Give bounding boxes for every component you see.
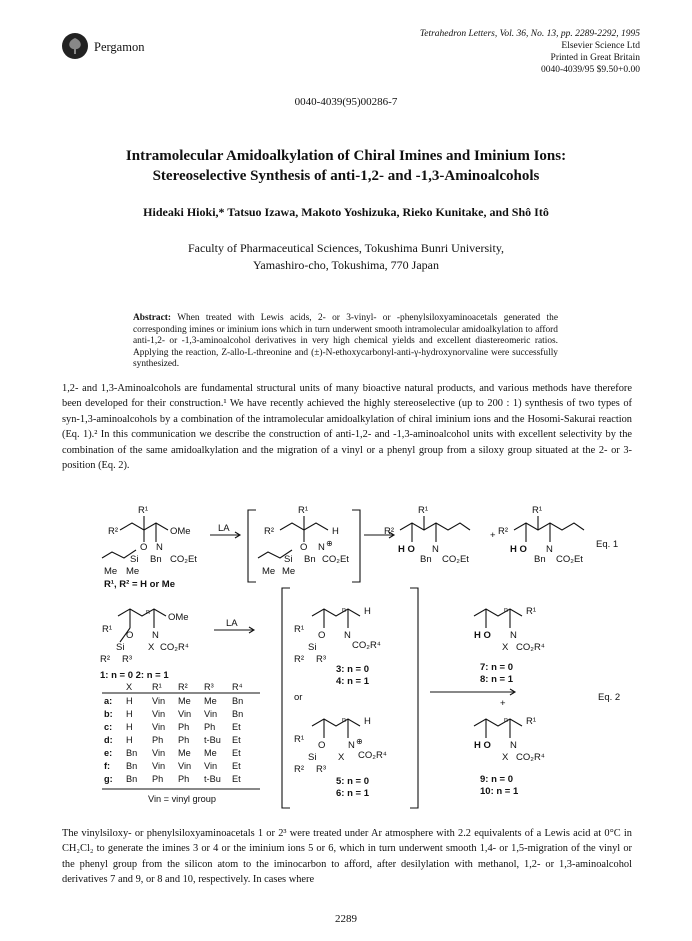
eq2-iminium-nsub: n — [342, 717, 346, 724]
reaction-schemes — [0, 492, 692, 822]
eq1-sm-r2: R² — [108, 526, 119, 537]
table-header-cell: X — [126, 682, 133, 692]
eq2-p7-co2r4: CO₂R⁴ — [516, 642, 545, 653]
eq1-sm-r1: R¹ — [138, 505, 149, 516]
eq2-sm-o: O — [126, 630, 134, 641]
journal-citation: Tetrahedron Letters, Vol. 36, No. 13, pp. 2289-2292, 1995 — [419, 29, 640, 39]
tree-logo-icon — [62, 33, 88, 59]
table-cell: Vin — [152, 722, 166, 732]
table-header-cell: R³ — [204, 682, 214, 692]
table-cell: Ph — [152, 774, 164, 784]
author-list: Hideaki Hioki,* Tatsuo Izawa, Makoto Yoshizuka, Rieko Kunitake, and Shô Itô — [143, 205, 549, 219]
eq2-iminium-si: Si — [308, 752, 317, 763]
table-header-cell: R² — [178, 682, 188, 692]
table-cell: Vin — [178, 761, 192, 771]
table-cell: c: — [104, 722, 113, 732]
eq1-p1-r2: R² — [384, 526, 395, 537]
table-cell: Et — [232, 774, 241, 784]
eq2-p9-nsub: n — [504, 717, 508, 724]
table-cell: t-Bu — [204, 735, 221, 745]
eq2-imine-c3: 3: n = 0 — [336, 664, 369, 675]
eq2-label: Eq. 2 — [598, 692, 621, 703]
eq1-p2-co2et: CO₂Et — [556, 554, 583, 565]
eq1-int-me1: Me — [262, 566, 276, 577]
eq1-p1-n: N — [432, 544, 439, 555]
table-cell: Me — [178, 748, 191, 758]
eq2-sm-x: X — [148, 642, 155, 653]
affiliation-line-1: Faculty of Pharmaceutical Sciences, Tokushima Bunri University, — [187, 241, 505, 255]
eq1-p1-bn: Bn — [420, 554, 432, 565]
body-paragraph-2: The vinylsiloxy- or phenylsiloxyaminoacetals 1 or 2³ were treated under Ar atmosphere with 2.2 equivalents of a Lewis acid at 0°C in CH₂Cl₂ to generate the imines 3 or 4 or the iminium ions 5 or 6, which in turn underwent smooth 1,4- or 1,5-migration of the vinyl or the phenyl group from the silicon atom to the iminocarbon to afford, after desilylation with methanol, 1,2- or 1,3-aminoalcohol derivatives 7 and 9, or 8 and 10, respectively. In cases where — [62, 828, 632, 886]
table-header-cell: R⁴ — [232, 682, 243, 692]
eq2-iminium-n: N — [348, 740, 355, 751]
eq2-iminium-x: X — [338, 752, 345, 763]
table-cell: Vin — [152, 696, 166, 706]
eq1-arrow-label: LA — [218, 523, 230, 534]
table-cell: Vin — [178, 709, 192, 719]
eq2-p7-n: N — [510, 630, 517, 641]
title-line-2: Stereoselective Synthesis of anti-1,2- and -1,3-Aminoalcohols — [152, 168, 540, 184]
table-cell: t-Bu — [204, 774, 221, 784]
eq1-r-definition: R¹, R² = H or Me — [104, 579, 175, 590]
eq1-sm-o: O — [140, 542, 148, 553]
eq2-p7-ho: H O — [474, 630, 491, 641]
eq2-iminium-c5: 5: n = 0 — [336, 776, 369, 787]
printed-line: Printed in Great Britain — [550, 53, 640, 63]
title-line-1: Intramolecular Amidoalkylation of Chiral Imines and Iminium Ions: — [125, 148, 567, 164]
eq2-p9-n: N — [510, 740, 517, 751]
eq1-int-si: Si — [284, 554, 293, 565]
eq2-p7-c7: 7: n = 0 — [480, 662, 513, 673]
eq2-iminium-o: O — [318, 740, 326, 751]
eq2-imine-h: H — [364, 606, 371, 617]
eq2-or: or — [294, 692, 303, 703]
abstract-text: When treated with Lewis acids, 2- or 3-vinyl- or -phenylsiloxyaminoacetals generated the corresponding imines or iminium ions which in turn underwent smooth intramolecular amidoalkylation to afford anti-1,2- or -1,3-aminoalcohol derivatives in very high chemical yields and excellent diastereomeric ratios. Applying the reaction, Z-allo-L-threonine and (±)-N-ethoxycarbonyl-anti-γ-hydroxynorvaline were successfully synthesized. — [133, 313, 558, 370]
eq1-p2-n: N — [546, 544, 553, 555]
eq1-plus: + — [490, 530, 496, 541]
table-cell: Ph — [178, 722, 190, 732]
publisher-line: Elsevier Science Ltd — [561, 41, 640, 51]
table-cell: Me — [204, 696, 217, 706]
eq2-sm-co2r4: CO₂R⁴ — [160, 642, 189, 653]
eq2-p9-co2r4: CO₂R⁴ — [516, 752, 545, 763]
table-cell: Ph — [204, 722, 216, 732]
eq2-p7-nsub: n — [504, 607, 508, 614]
eq1-int-o: O — [300, 542, 308, 553]
eq2-iminium-c6: 6: n = 1 — [336, 788, 369, 799]
eq2-imine-n: N — [344, 630, 351, 641]
eq1-bracket-right — [352, 510, 360, 582]
eq2-sm-n: N — [152, 630, 159, 641]
table-cell: Bn — [126, 761, 138, 771]
table-cell: Bn — [126, 748, 138, 758]
eq1-p2-r2: R² — [498, 526, 509, 537]
paper-title — [90, 146, 602, 186]
abstract-label: Abstract: — [133, 313, 172, 323]
eq2-p9-x: X — [502, 752, 509, 763]
eq2-p7-r1: R¹ — [526, 606, 537, 617]
table-cell: Vin — [152, 709, 166, 719]
eq2-p9-c10: 10: n = 1 — [480, 786, 519, 797]
eq2-sm-si: Si — [116, 642, 125, 653]
eq2-bracket-right — [410, 588, 418, 808]
eq1-sm-si: Si — [130, 554, 139, 565]
eq2-sm-compounds: 1: n = 0 2: n = 1 — [100, 670, 169, 681]
eq2-sm-nsub: n — [146, 609, 150, 616]
table-cell: Et — [232, 748, 241, 758]
eq1-sm-co2et: CO₂Et — [170, 554, 197, 565]
eq1-int-charge: ⊕ — [326, 539, 333, 548]
eq1-int-h: H — [332, 526, 339, 537]
table-cell: Vin — [152, 761, 166, 771]
eq2-sm-r1: R¹ — [102, 624, 113, 635]
table-cell: Et — [232, 761, 241, 771]
table-cell: Vin — [152, 748, 166, 758]
table-cell: d: — [104, 735, 113, 745]
eq2-imine-r2: R² — [294, 654, 305, 665]
table-cell: Et — [232, 735, 241, 745]
table-cell: Et — [232, 722, 241, 732]
body-paragraph-1: 1,2- and 1,3-Aminoalcohols are fundamental structural units of many bioactive natural products, and various methods have therefore been developed for their construction.¹ We have recently achieved the highly stereoselective (up to 200 : 1) synthesis of two types of syn-1,3-aminoalcohols by a combination of the intramolecular amidoalkylation of chiral iminium ions and the Hosomi-Sakurai reaction (Eq. 1).² In this communication we describe the construction of anti-1,2- and -1,3-aminoalcohol units with excellent selectivity by the combination of the same amidoalkylation and the migration of a vinyl or a phenyl group from a siloxy group situated at the 2- or 3-position (Eq. 2). — [62, 383, 632, 472]
table-cell: Me — [204, 748, 217, 758]
eq1-p2-r1: R¹ — [532, 505, 543, 516]
eq1-sm-me1: Me — [104, 566, 118, 577]
eq2-p9-c9: 9: n = 0 — [480, 774, 513, 785]
eq1-label: Eq. 1 — [596, 539, 619, 550]
eq2-arrow-label: LA — [226, 618, 238, 629]
eq1-p1-co2et: CO₂Et — [442, 554, 469, 565]
table-cell: Vin — [204, 709, 218, 719]
eq2-iminium-r2: R² — [294, 764, 305, 775]
table-cell: Vin — [204, 761, 218, 771]
table-cell: H — [126, 735, 133, 745]
eq1-p2-bn: Bn — [534, 554, 546, 565]
table-cell: Ph — [178, 735, 190, 745]
affiliation — [0, 240, 692, 274]
eq1-sm-ome: OMe — [170, 526, 191, 537]
page-number: 2289 — [335, 913, 357, 925]
eq2-iminium-h: H — [364, 716, 371, 727]
table-cell: Ph — [178, 774, 190, 784]
eq2-imine-r1: R¹ — [294, 624, 305, 635]
eq1-int-r1: R¹ — [298, 505, 309, 516]
table-header-cell: R¹ — [152, 682, 162, 692]
table-cell: Bn — [232, 709, 244, 719]
table-cell: g: — [104, 774, 113, 784]
eq1-sm-n: N — [156, 542, 163, 553]
eq1-bracket-left — [248, 510, 256, 582]
eq2-imine-o: O — [318, 630, 326, 641]
eq1-int-r2: R² — [264, 526, 275, 537]
eq2-p9-r1: R¹ — [526, 716, 537, 727]
eq2-imine-si: Si — [308, 642, 317, 653]
table-cell: f: — [104, 761, 111, 771]
publisher-logo — [62, 33, 88, 59]
eq2-imine-r3: R³ — [316, 654, 327, 665]
eq2-p9-ho: H O — [474, 740, 491, 751]
table-cell: H — [126, 696, 133, 706]
eq2-iminium-co2r4: CO₂R⁴ — [358, 750, 387, 761]
eq1-p1-ho: H O — [398, 544, 415, 555]
eq1-p1-r1: R¹ — [418, 505, 429, 516]
eq1-int-n: N — [318, 542, 325, 553]
eq2-p7-x: X — [502, 642, 509, 653]
journal-info — [420, 28, 640, 76]
eq2-iminium-charge: ⊕ — [356, 737, 363, 746]
table-cell: Bn — [126, 774, 138, 784]
eq2-iminium-r1: R¹ — [294, 734, 305, 745]
eq1-sm-bn: Bn — [150, 554, 162, 565]
eq2-sm-chain — [118, 609, 166, 616]
affiliation-line-2: Yamashiro-cho, Tokushima, 770 Japan — [252, 258, 440, 272]
eq1-sm-me2: Me — [126, 566, 140, 577]
table-note: Vin = vinyl group — [148, 794, 217, 804]
eq2-imine-co2r4: CO₂R⁴ — [352, 640, 381, 651]
table-cell: Me — [178, 696, 191, 706]
table-cell: Ph — [152, 735, 164, 745]
table-cell: e: — [104, 748, 113, 758]
eq2-sm-ome: OMe — [168, 612, 189, 623]
eq2-bracket-left — [282, 588, 290, 808]
eq2-imine-nsub: n — [342, 607, 346, 614]
eq1-int-me2: Me — [282, 566, 296, 577]
eq1-int-co2et: CO₂Et — [322, 554, 349, 565]
substituent-table — [104, 682, 243, 784]
table-cell: H — [126, 722, 133, 732]
table-cell: b: — [104, 709, 113, 719]
doi: 0040-4039(95)00286-7 — [294, 96, 398, 108]
eq2-iminium-r3: R³ — [316, 764, 327, 775]
eq2-sm-r2: R² — [100, 654, 111, 665]
table-cell: Bn — [232, 696, 244, 706]
eq2-p7-c8: 8: n = 1 — [480, 674, 513, 685]
eq1-p2-ho: H O — [510, 544, 527, 555]
eq2-plus: + — [500, 698, 506, 709]
eq1-int-bn: Bn — [304, 554, 316, 565]
issn-line: 0040-4039/95 $9.50+0.00 — [540, 65, 640, 75]
publisher-name: Pergamon — [94, 40, 145, 54]
eq2-sm-r3: R³ — [122, 654, 133, 665]
table-cell: a: — [104, 696, 113, 706]
table-cell: H — [126, 709, 133, 719]
abstract — [133, 313, 558, 371]
eq2-imine-c4: 4: n = 1 — [336, 676, 369, 687]
